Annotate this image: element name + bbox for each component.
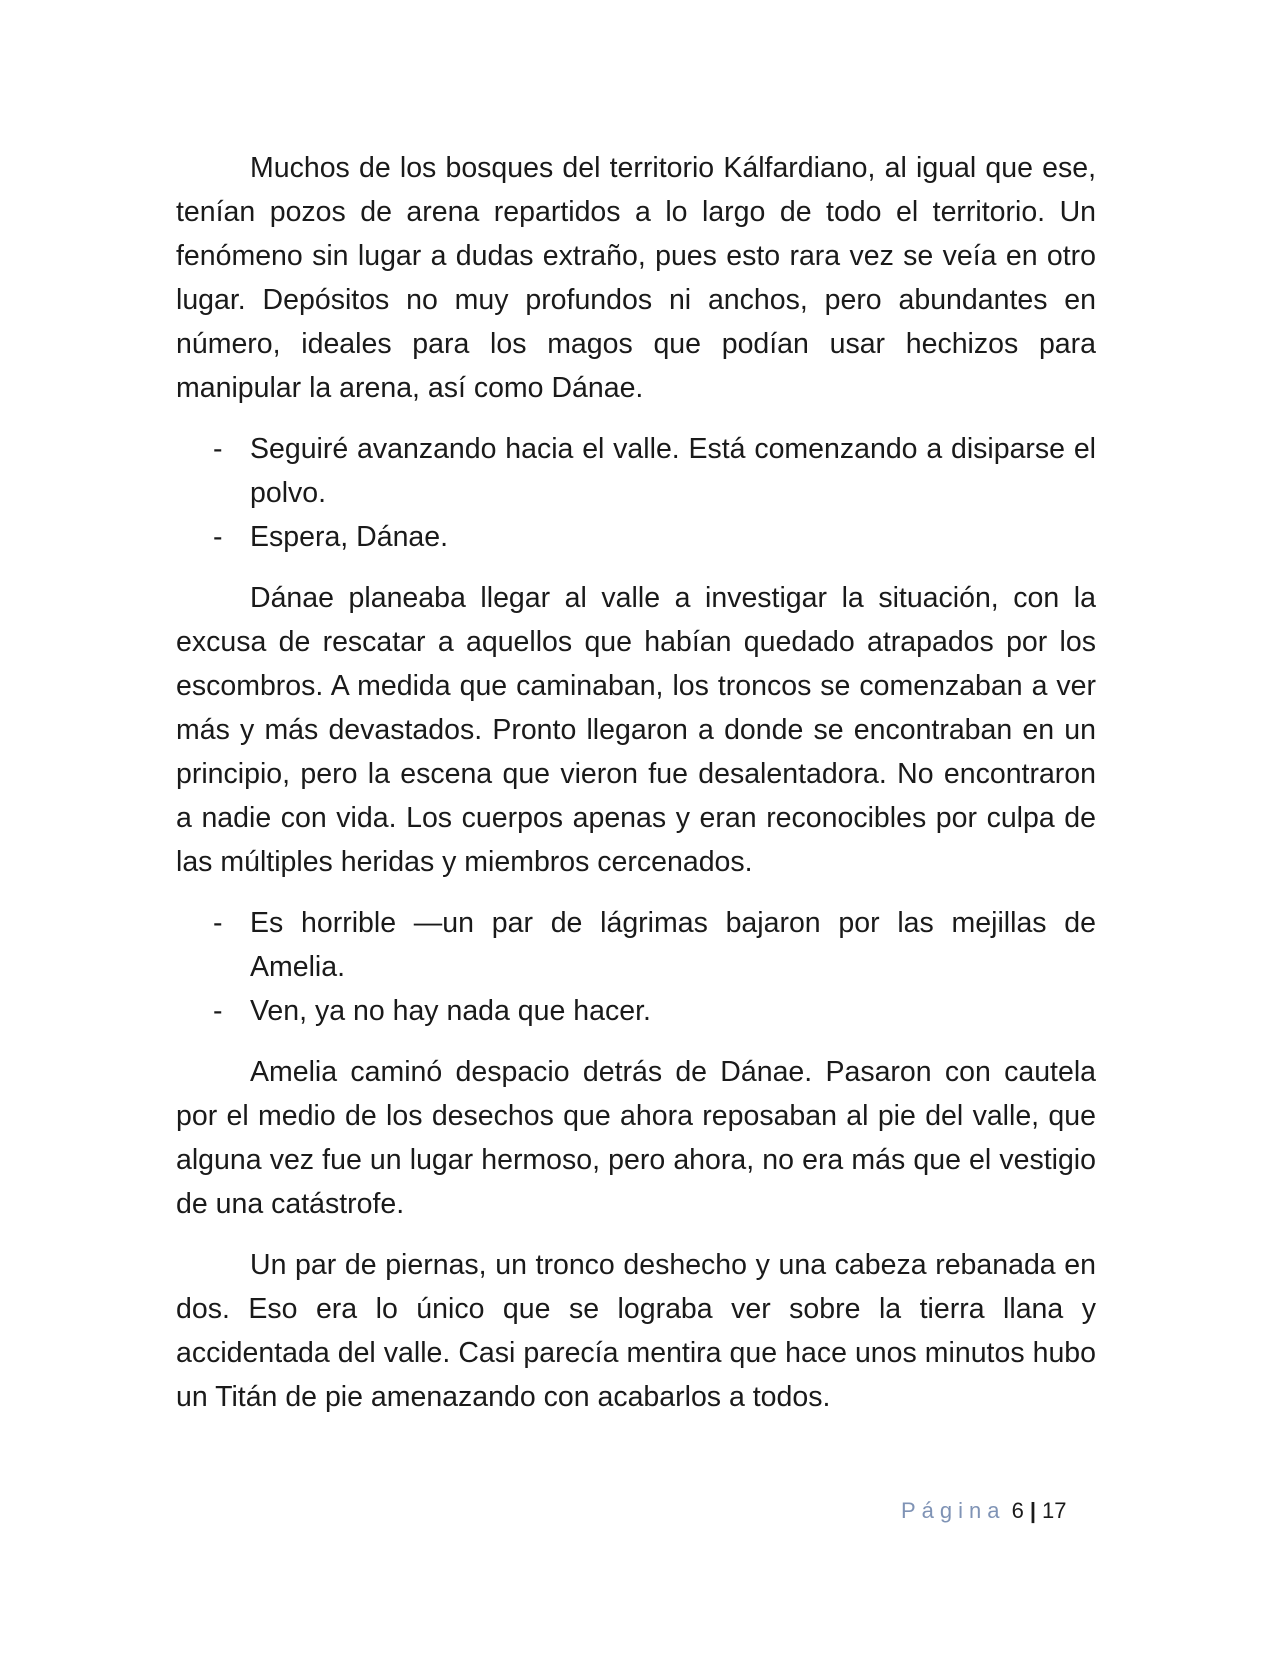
- dialogue-list-2: [176, 901, 1096, 1033]
- dialogue-list-1: [176, 427, 1096, 559]
- dialogue-dash: -: [213, 433, 223, 465]
- dialogue-dash: -: [213, 521, 223, 553]
- page-body: [176, 146, 1096, 1436]
- paragraph-4: Un par de piernas, un tronco deshecho y una cabeza rebanada en dos. Eso era lo único que se lograba ver sobre la tierra llana y accidentada del valle. Casi parecía mentira que hace unos minutos hubo un Titán de pie amenazando con acabarlos a todos.: [176, 1249, 1096, 1413]
- dialogue-text: Es horrible —un par de lágrimas bajaron por las mejillas de Amelia.: [250, 907, 1096, 983]
- dialogue-text: Seguiré avanzando hacia el valle. Está comenzando a disiparse el polvo.: [250, 433, 1096, 509]
- paragraph-1: Muchos de los bosques del territorio Kálfardiano, al igual que ese, tenían pozos de arena repartidos a lo largo de todo el territorio. Un fenómeno sin lugar a dudas extraño, pues esto rara vez se veía en otro lugar. Depósitos no muy profundos ni anchos, pero abundantes en número, ideales para los magos que podían usar hechizos para manipular la arena, así como Dánae.: [176, 152, 1096, 404]
- dialogue-text: Ven, ya no hay nada que hacer.: [250, 995, 651, 1027]
- paragraph-3: Amelia caminó despacio detrás de Dánae. Pasaron con cautela por el medio de los desechos que ahora reposaban al pie del valle, que alguna vez fue un lugar hermoso, pero ahora, no era más que el vestigio de una catástrofe.: [176, 1056, 1096, 1220]
- dialogue-line: [176, 901, 1096, 989]
- dialogue-line: [176, 989, 1096, 1033]
- page-number: 6: [1011, 1498, 1024, 1523]
- page-total: 17: [1042, 1498, 1067, 1523]
- paragraph-2: Dánae planeaba llegar al valle a investigar la situación, con la excusa de rescatar a aquellos que habían quedado atrapados por los escombros. A medida que caminaban, los troncos se comenzaban a ver más y más devastados. Pronto llegaron a donde se encontraban en un principio, pero la escena que vieron fue desalentadora. No encontraron a nadie con vida. Los cuerpos apenas y eran reconocibles por culpa de las múltiples heridas y miembros cercenados.: [176, 582, 1096, 878]
- dialogue-dash: -: [213, 907, 223, 939]
- dialogue-dash: -: [213, 995, 223, 1027]
- dialogue-text: Espera, Dánae.: [250, 521, 449, 553]
- dialogue-line: [176, 515, 1096, 559]
- page-separator: |: [1029, 1498, 1037, 1523]
- dialogue-line: [176, 427, 1096, 515]
- page-footer: [901, 1496, 1067, 1526]
- page-label: Página: [901, 1498, 1006, 1523]
